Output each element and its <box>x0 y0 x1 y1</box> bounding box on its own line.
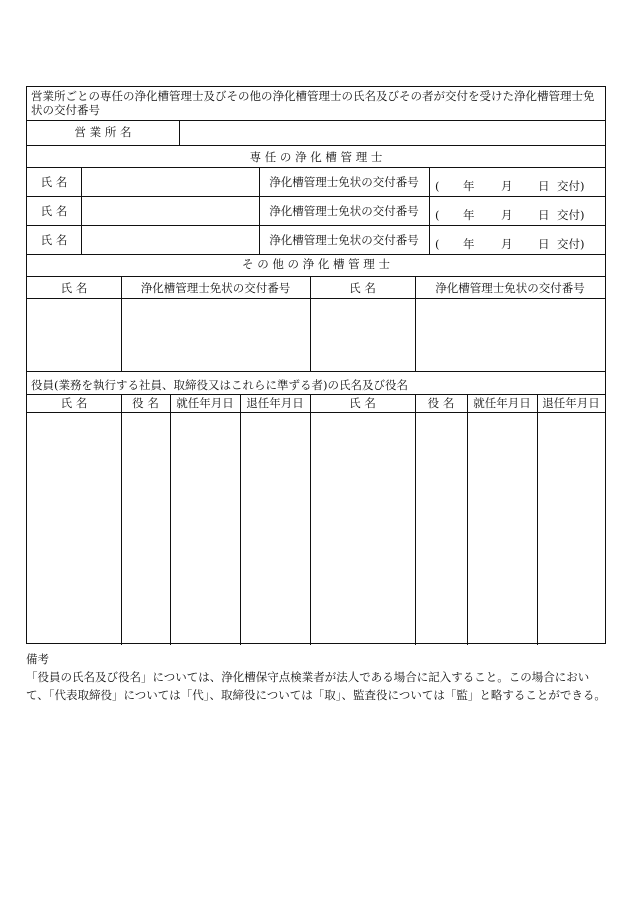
other-col-license: 浄化槽管理士免状の交付番号 <box>140 281 291 295</box>
date-paren-open: ( <box>435 237 440 251</box>
registration-form <box>26 86 606 644</box>
other-col-license: 浄化槽管理士免状の交付番号 <box>435 281 585 295</box>
dedicated-license-label: 浄化槽管理士免状の交付番号 <box>269 175 419 189</box>
officers-col-name: 氏 名 <box>349 396 376 410</box>
officers-col-retired: 退任年月日 <box>542 396 600 410</box>
office-label: 営 業 所 名 <box>74 125 132 139</box>
date-day-label: 日 <box>538 208 550 222</box>
dedicated-license-label: 浄化槽管理士免状の交付番号 <box>269 204 419 218</box>
officers-col-retired: 退任年月日 <box>246 396 304 410</box>
date-paren-open: ( <box>435 179 440 193</box>
date-month-label: 月 <box>501 179 513 193</box>
other-section-header: そ の 他 の 浄 化 槽 管 理 士 <box>242 257 390 271</box>
officers-col-name: 氏 名 <box>60 396 88 410</box>
date-year-label: 年 <box>463 237 475 251</box>
date-issued-label: 交付) <box>557 179 585 193</box>
officers-col-title: 役 名 <box>427 396 455 410</box>
date-year-label: 年 <box>463 179 475 193</box>
date-issued-label: 交付) <box>557 237 585 251</box>
dedicated-name-label: 氏 名 <box>40 204 68 218</box>
date-issued-label: 交付) <box>557 208 585 222</box>
dedicated-license-label: 浄化槽管理士免状の交付番号 <box>269 233 419 247</box>
dedicated-name-field[interactable] <box>85 204 255 218</box>
officers-col-appointed: 就任年月日 <box>473 396 531 410</box>
notes-section <box>26 650 608 704</box>
form-heading: 営業所ごとの専任の浄化槽管理士及びその他の浄化槽管理士の氏名及びその者が交付を受けた浄化槽管理士免状の交付番号 <box>31 89 595 117</box>
dedicated-name-field[interactable] <box>85 233 255 247</box>
notes-body: 「役員の氏名及び役名」については、浄化槽保守点検業者が法人である場合に記入すること。この場合において、「代表取締役」については「代」、取締役については「取」、監査役については「監」と略することができる。 <box>26 670 606 702</box>
dedicated-section-header: 専 任 の 浄 化 槽 管 理 士 <box>249 150 383 164</box>
date-paren-open: ( <box>435 208 440 222</box>
date-month-label: 月 <box>501 237 513 251</box>
notes-title: 備考 <box>26 652 49 666</box>
dedicated-name-field[interactable] <box>85 175 255 189</box>
officers-section-header: 役員(業務を執行する社員、取締役又はこれらに準ずる者)の氏名及び役名 <box>31 378 408 392</box>
dedicated-name-label: 氏 名 <box>40 233 68 247</box>
date-day-label: 日 <box>538 237 550 251</box>
date-month-label: 月 <box>501 208 513 222</box>
other-col-name: 氏 名 <box>349 281 376 295</box>
dedicated-name-label: 氏 名 <box>40 175 68 189</box>
officers-col-appointed: 就任年月日 <box>176 396 234 410</box>
officers-col-title: 役 名 <box>132 396 159 410</box>
date-year-label: 年 <box>463 208 475 222</box>
other-col-name: 氏 名 <box>60 281 88 295</box>
date-day-label: 日 <box>538 179 550 193</box>
